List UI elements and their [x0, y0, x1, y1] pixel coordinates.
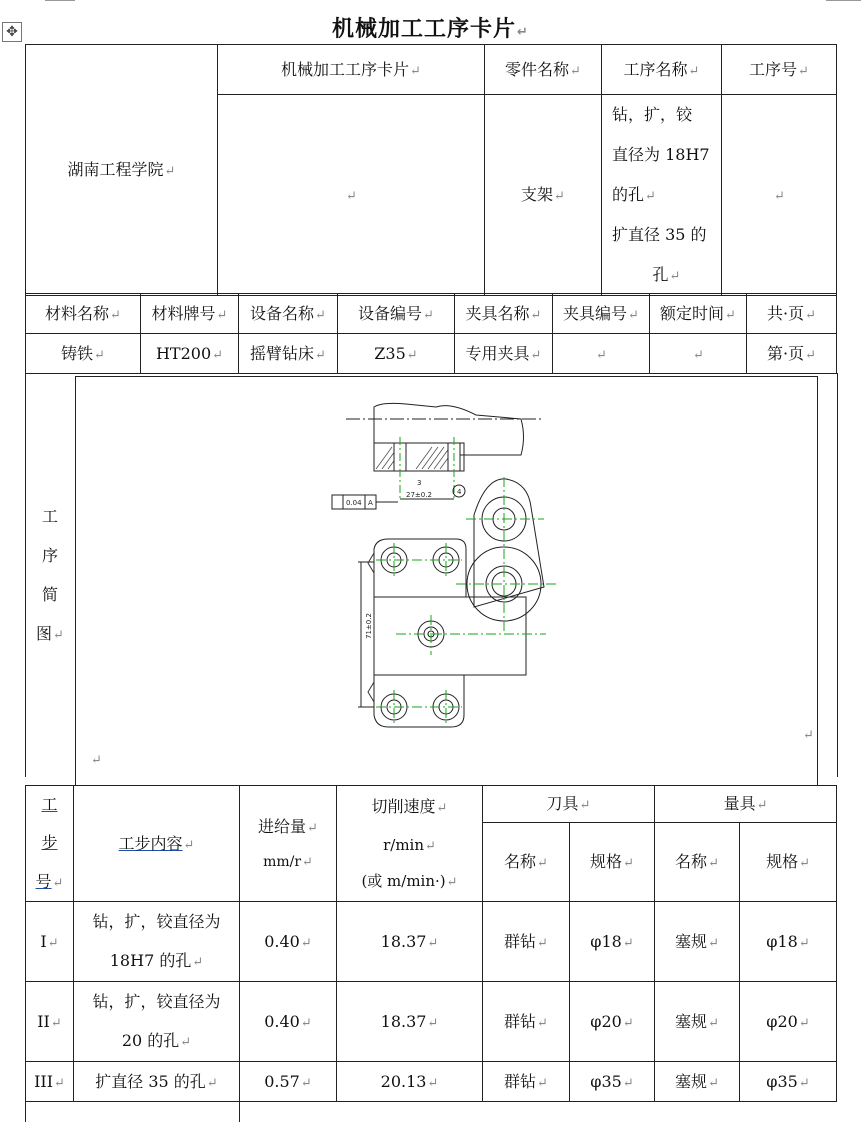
cutter-header: 刀具↵: [483, 786, 655, 823]
feed-cell: 0.57↵: [240, 1062, 337, 1102]
table-row: [26, 982, 837, 1062]
card-title-cell: 机械加工工序卡片↵: [218, 45, 485, 95]
fixture-no-label: 夹具编号↵: [553, 294, 650, 334]
school-cell: 湖南工程学院↵: [26, 45, 218, 296]
empty-cell: [26, 1102, 240, 1122]
process-no-value: ↵: [722, 95, 837, 296]
rated-time-value: ↵: [650, 334, 747, 374]
cutter-spec-cell: φ20↵: [570, 982, 655, 1062]
gauge-name-cell: 塞规↵: [655, 982, 740, 1062]
datum-label: A: [368, 499, 373, 507]
material-name-value: 铸铁↵: [26, 334, 141, 374]
equipment-no-value: Z35↵: [338, 334, 455, 374]
page-corner-mark: [45, 0, 75, 1]
process-sketch-section: 工 序 简 图↵ 3 27±0.2 0.04 A 4 71±0.2 ↵ ↵: [25, 373, 838, 777]
header-table: [25, 44, 837, 296]
gauge-name-cell: 塞规↵: [655, 902, 740, 982]
sketch-image-frame: [75, 376, 818, 786]
material-grade-value: HT200↵: [141, 334, 239, 374]
pitch-dim-label: 27±0.2: [406, 491, 432, 499]
cutter-name-header: 名称↵: [483, 823, 570, 902]
step-no-cell: III↵: [26, 1062, 74, 1102]
total-pages-label: 共·页↵: [747, 294, 837, 334]
gauge-header: 量具↵: [655, 786, 837, 823]
feed-cell: 0.40↵: [240, 982, 337, 1062]
gauge-name-cell: 塞规↵: [655, 1062, 740, 1102]
equipment-no-label: 设备编号↵: [338, 294, 455, 334]
empty-cell: [240, 1102, 837, 1122]
fixture-name-value: 专用夹具↵: [455, 334, 553, 374]
fixture-name-label: 夹具名称↵: [455, 294, 553, 334]
step-no-cell: I↵: [26, 902, 74, 982]
document-title: 机械加工工序卡片↵: [332, 17, 529, 42]
speed-cell: 20.13↵: [337, 1062, 483, 1102]
step-no-cell: II↵: [26, 982, 74, 1062]
process-name-label: 工序名称↵: [602, 45, 722, 95]
gauge-spec-cell: φ18↵: [740, 902, 837, 982]
material-name-label: 材料名称↵: [26, 294, 141, 334]
gauge-name-header: 名称↵: [655, 823, 740, 902]
process-name-value: 钻，扩，铰 直径为 18H7 的孔↵ 扩直径 35 的 孔↵: [602, 95, 722, 296]
cutter-name-cell: 群钻↵: [483, 982, 570, 1062]
cutter-name-cell: 群钻↵: [483, 1062, 570, 1102]
sketch-label: 工 序 简 图↵: [36, 506, 64, 644]
cutter-spec-cell: φ35↵: [570, 1062, 655, 1102]
material-table: [25, 293, 837, 374]
gauge-spec-cell: φ35↵: [740, 1062, 837, 1102]
step-content-cell: 钻，扩，铰直径为 18H7 的孔↵: [74, 902, 240, 982]
feed-header: 进给量↵ mm/r↵: [240, 786, 337, 902]
table-row: [26, 1102, 837, 1122]
table-row: [26, 902, 837, 982]
speed-cell: 18.37↵: [337, 982, 483, 1062]
steps-table: [25, 785, 837, 1122]
speed-cell: 18.37↵: [337, 902, 483, 982]
cutter-name-cell: 群钻↵: [483, 902, 570, 982]
vertical-dim-label: 71±0.2: [365, 613, 373, 639]
page-corner-mark: [826, 0, 861, 1]
step-content-header: 工步内容↵: [74, 786, 240, 902]
material-grade-label: 材料牌号↵: [141, 294, 239, 334]
rated-time-label: 额定时间↵: [650, 294, 747, 334]
part-name-label: 零件名称↵: [485, 45, 602, 95]
cutter-spec-cell: φ18↵: [570, 902, 655, 982]
depth-dim-label: 3: [417, 479, 422, 487]
fixture-no-value: ↵: [553, 334, 650, 374]
table-move-handle-icon[interactable]: ✥: [2, 22, 22, 42]
step-content-cell: 扩直径 35 的孔↵: [74, 1062, 240, 1102]
speed-header: 切削速度↵ r/min↵ (或 m/min·)↵: [337, 786, 483, 902]
feed-cell: 0.40↵: [240, 902, 337, 982]
page-no-value: 第·页↵: [747, 334, 837, 374]
svg-text:↵: ↵: [803, 728, 814, 743]
gauge-spec-header: 规格↵: [740, 823, 837, 902]
process-no-label: 工序号↵: [722, 45, 837, 95]
blank-cell: ↵: [218, 95, 485, 296]
table-row: [26, 1062, 837, 1102]
part-name-value: 支架↵: [485, 95, 602, 296]
tolerance-value: 0.04: [346, 499, 362, 507]
step-content-cell: 钻，扩，铰直径为 20 的孔↵: [74, 982, 240, 1062]
equipment-name-label: 设备名称↵: [239, 294, 338, 334]
step-no-header: 工 步 号↵: [26, 786, 74, 902]
callout-number: 4: [457, 488, 462, 496]
gauge-spec-cell: φ20↵: [740, 982, 837, 1062]
part-drawing: [76, 377, 817, 785]
cutter-spec-header: 规格↵: [570, 823, 655, 902]
equipment-name-value: 摇臂钻床↵: [239, 334, 338, 374]
